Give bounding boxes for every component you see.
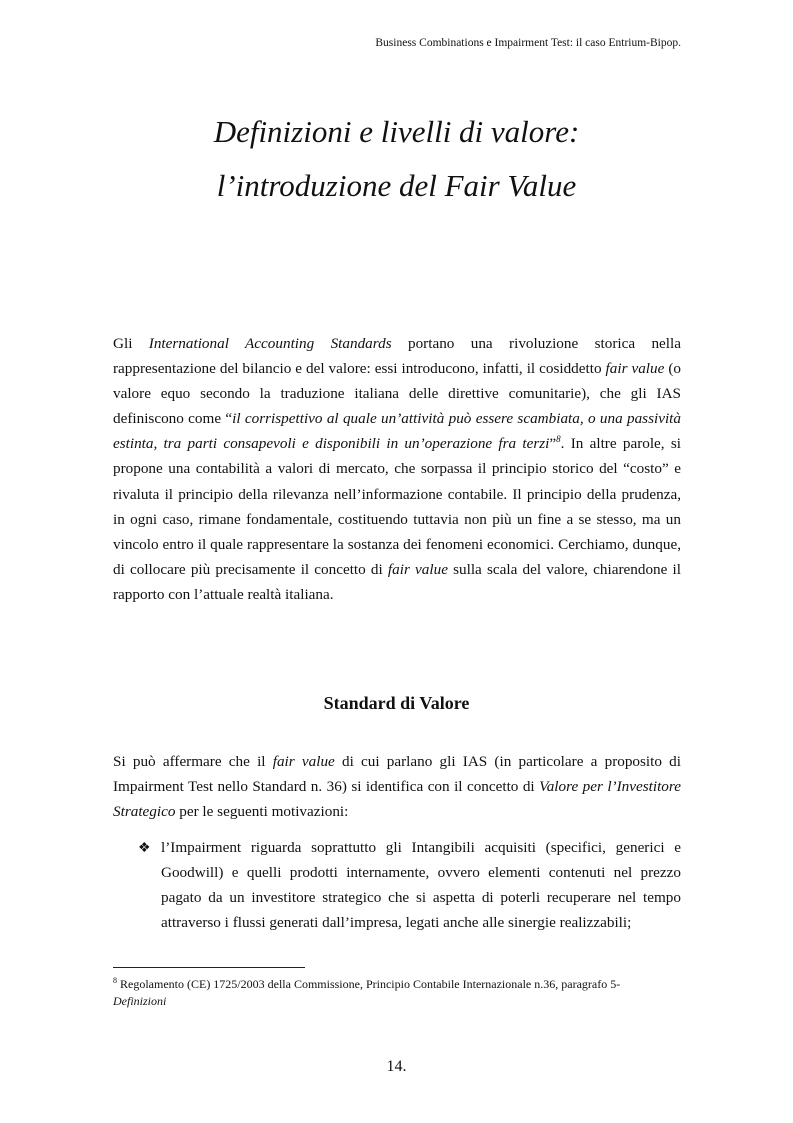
intro-fair-value-term: fair value [605, 360, 665, 378]
footnote-separator [113, 967, 305, 968]
section-fair-value-term: fair value [272, 753, 335, 770]
section-text-3: per le seguenti motivazioni: [175, 803, 349, 821]
intro-paragraph [113, 331, 681, 607]
intro-text-3: (o valore equo secondo la traduzione italiana delle direttive comunitarie), che gli IAS definiscono come “ [113, 360, 681, 428]
intro-ias-term: International Accounting Standards [148, 335, 392, 352]
section-strategic-investor-term: Valore per l’Investitore Strategico [113, 778, 681, 821]
section-heading: Standard di Valore [323, 693, 470, 713]
bullet-list [113, 835, 681, 935]
intro-text-1: Gli [113, 335, 149, 352]
section-text-2: di cui parlano gli IAS (in particolare a proposito di Impairment Test nello Standard n. 36) si identifica con il concetto di [113, 753, 681, 796]
bullet-text: l’Impairment riguarda soprattutto gli Intangibili acquisiti (specifici, generici e Goodwill) e quelli prodotti internamente, ovvero elementi contenuti nel prezzo pagato da un investitore strategico che si aspetta di poterli recuperare nel tempo attraverso i flussi generati dall’impresa, legati anche alle sinergie realizzabili; [161, 839, 681, 932]
intro-definition-quote: il corrispettivo al quale un’attività può essere scambiata, o una passività estinta, tra parti consapevoli e disponibili in un’operazione fra terzi [113, 410, 681, 453]
intro-text-5: sulla scala del valore, chiarendone il rapporto con l’attuale realtà italiana. [113, 560, 681, 603]
list-item [113, 835, 681, 935]
intro-fair-value-term-2: fair value [387, 560, 448, 578]
footnote-text: Regolamento (CE) 1725/2003 della Commissione, Principio Contabile Internazionale n.36, paragrafo 5- [117, 977, 621, 991]
page-number: 14. [386, 1058, 407, 1075]
intro-text-2: portano una rivoluzione storica nella rappresentazione del bilancio e del valore: essi introducono, infatti, il cosiddetto [113, 335, 681, 378]
running-header: Business Combinations e Impairment Test: il caso Entrium-Bipop. [375, 37, 681, 49]
footnote-reference: 8 [556, 434, 561, 445]
intro-close-quote: ” [549, 435, 557, 453]
footnote [113, 976, 681, 1010]
footnote-tail: Definizioni [113, 994, 167, 1008]
section-text-1: Si può affermare che il [113, 753, 273, 770]
chapter-title-line-2: l’introduzione del Fair Value [216, 168, 577, 203]
intro-text-4: . In altre parole, si propone una contabilità a valori di mercato, che sorpassa il principio storico del “costo” e rivaluta il principio della rilevanza nell’informazione contabile. Il principio della prudenza, in ogni caso, rimane fondamentale, costituendo tuttavia non più un fine a se stesso, ma un vincolo entro il quale rappresentare la sostanza dei fenomeni economici. Cerchiamo, dunque, di collocare più precisamente il concetto di [113, 435, 681, 578]
diamond-bullet-icon: ❖ [138, 841, 151, 856]
chapter-title-line-1: Definizioni e livelli di valore: [213, 114, 580, 149]
footnote-number: 8 [113, 976, 117, 985]
section-paragraph [113, 749, 681, 824]
